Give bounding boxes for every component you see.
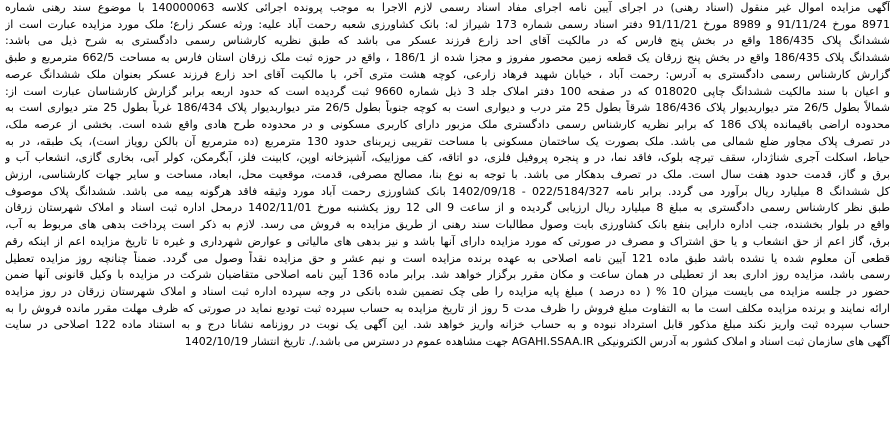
notice-line-21: آگهی های سازمان ثبت اسناد و املاک کشور به آدرس الکترونیکی AGAHI.SSAA.IR جهت مشاهده عموم در دسترس می باشد./. تاریخ انتشار 1402/10/19 bbox=[184, 335, 890, 349]
notice-line-19: ارائه نمایند و برنده مزایده مکلف است ما به التفاوت مبلغ فروش را ظرف مدت 5 روز از تاریخ مزایده به حساب سپرده ثبت تودیع نماید در صورتی که ظرف مهلت مقرر مانده فروش را به bbox=[5, 301, 890, 315]
notice-line-9: در تصرف پلاک مجاور ضلع شمالی می باشد. ملک بصورت یک ساختمان مسکونی با مساحت تقریبی زیربنای حدود 130 مترمربع (ده مترمربع آن بالکن رویاز است)، یک طبقه، در به bbox=[5, 134, 890, 148]
notice-line-10: حیاط، اسکلت آجری شناژدار، سقف تیرچه بلوک، فاقد نما، در و پنجره پروفیل فلزی، دو اتاقه، کف موزاییک، آشپزخانه اوپن، کابینت فلز، آبگرمکن، کولر آبی، بخاری گازی، انشعاب آب و bbox=[5, 151, 890, 165]
notice-line-18: حضور در جلسه مزایده می بایست میزان 10 % ( ده درصد ) مبلغ پایه مزایده را طی چک تضمین شده بانکی در وجه سپرده اداره ثبت اسناد و املاک شهرستان زرقان در روز مزایده bbox=[5, 284, 890, 298]
notice-line-12: کل ششدانگ 8 میلیارد ریال برآورد می گردد. برابر نامه 022/5184/327 - 1402/09/18 بانک کشاورزی رحمت آباد مورد وثیقه فاقد هرگونه بیمه می باشد. ششدانگ پلاک موصوف bbox=[5, 184, 890, 198]
notice-line-7: شمالاً بطول 26/5 متر دیواربدیوار پلاک 186/436 شرقاً بطول 25 متر درب و دیواری است به کوچه جنوباً بطول 26/5 متر دیواربدیوار پلاک 186/434 غرباً بطول 25 متر دیواری است به bbox=[5, 101, 890, 115]
notice-line-3: ششدانگ پلاک 186/435 واقع در بخش پنج فارس که در مالکیت آقای احد زارع فرزند عسکر می باشد که طبق نظریه کارشناس رسمی دادگستری به شرح ذیل می باشد: bbox=[5, 34, 890, 48]
notice-line-4: ششدانگ پلاک 186/435 واقع در بخش پنج زرقان یک قطعه زمین محصور مفروز و مجزا شده از 186/1 ، واقع در حوزه ثبت ملک زرقان استان فارس به مساحت 662/5 مترمربع و طبق bbox=[5, 51, 890, 65]
notice-line-13: طبق نظر کارشناس رسمی دادگستری به مبلغ 8 میلیارد ریال ارزیابی گردیده و از ساعت 9 الی 12 روز یکشنبه مورخ 1402/11/01 درمحل اداره ثبت اسناد و املاک شهرستان زرقان bbox=[5, 201, 890, 215]
notice-line-16: قطعی آن معلوم شده یا نشده باشد طبق ماده 121 آیین نامه اصلاحی به عهده برنده مزایده است و نیم عشر و حق مزایده نقداً وصول می گردد. ضمناً چنانچه روز مزایده تعطیل bbox=[5, 251, 890, 265]
notice-line-5: گزارش کارشناس رسمی دادگستری به آدرس: رحمت آباد ، خیابان شهید فرهاد زارعی، کوچه هشت متری آخر، با مالکیت آقای احد زارع فرزند عسکر بعنوان ملک ششدانگ عرصه bbox=[5, 67, 890, 81]
notice-line-2: 8971 مورخ 91/11/24 و 8989 مورخ 91/11/21 دفتر اسناد رسمی شماره 173 شیراز له: بانک کشاورزی شعبه رحمت آباد علیه: ورثه عسکر زارع؛ ملک مورد مزایده عبارت است از bbox=[5, 17, 890, 31]
notice-line-11: برق و گاز، قدمت حدود هفت سال است. ملک در تصرف بدهکار می باشد. با توجه به نوع بنا، مصالح مصرفی، قدمت، موقعیت محل، ابعاد، مساحت و سایر جهات کارشناسی، ارزش bbox=[5, 168, 890, 182]
notice-line-14: واقع در بلوار بخشنده، جنب اداره دارایی بنفع بانک کشاورزی بابت وصول مطالبات سند رهنی از طریق مزایده به فروش می رسد. لازم به ذکر است پرداخت بدهی های مربوط به آب، bbox=[5, 218, 890, 232]
notice-line-17: رسمی باشد، مزایده روز اداری بعد از تعطیلی در همان ساعت و مکان مقرر برگزار خواهد شد. برابر ماده 136 آیین نامه اصلاحی متقاضیان شرکت در مزایده با وکیل قانونی آنها ضمن bbox=[5, 268, 890, 282]
notice-line-6: و اعیان با سند مالکیت ششدانگ چاپی 018020 که در صفحه 100 دفتر املاک جلد 3 ذیل شماره 9660 ثبت گردیده است که حدود اربعه برابر گزارش کارشناسان عبارت است از: bbox=[5, 84, 890, 98]
notice-line-1: آگهی مزایده اموال غیر منقول (اسناد رهنی) در اجرای آیین نامه اجرای مفاد اسناد رسمی لازم الاجرا به موجب پرونده اجرائی کلاسه 140000063 با موضوع سند رهنی شماره bbox=[5, 1, 890, 14]
notice-line-8: محدوده اراضی باقیمانده پلاک 186 که برابر نظریه کارشناس رسمی دادگستری ملک مزبور دارای کاربری مسکونی و در محدوده طرح هادی واقع شده است. بخشی از عرصه ملک، bbox=[5, 117, 890, 131]
notice-line-20: حساب سپرده ثبت واریز نکند مبلغ مذکور قابل استرداد نبوده و به حساب خزانه واریز خواهد شد. این آگهی یک نوبت در روزنامه نشانا درج و به استناد ماده 122 اصلاحی در سایت bbox=[5, 318, 890, 332]
notice-line-15: برق، گاز اعم از حق انشعاب و یا حق اشتراک و مصرف در صورتی که مورد مزایده دارای آنها باشد و نیز بدهی های مالیاتی و عوارض شهرداری و غیره تا تاریخ مزایده اعم از اینکه رقم bbox=[5, 234, 890, 248]
